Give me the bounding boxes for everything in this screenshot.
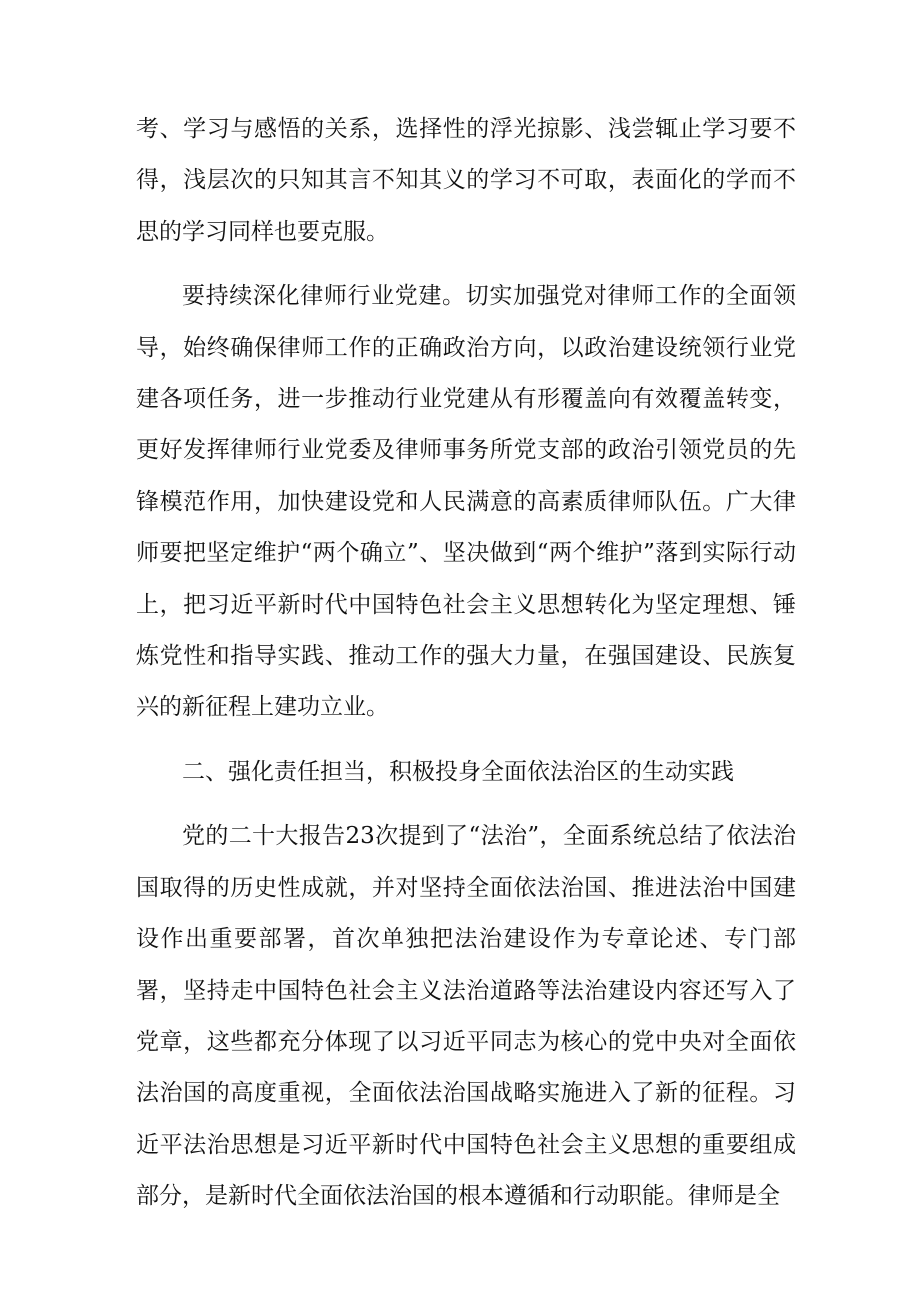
section-heading: 二、强化责任担当，积极投身全面依法治区的生动实践: [182, 758, 734, 785]
continued-paragraph: 考、学习与感悟的关系，选择性的浮光掠影、浅尝辄止学习要不得，浅层次的只知其言不知其义的学习不可取，表面化的学而不思的学习同样也要克服。: [136, 116, 796, 245]
document-body: [136, 104, 796, 1236]
rule-of-law-paragraph: 党的二十大报告23次提到了“法治”，全面系统总结了依法治国取得的历史性成就，并对坚持全面依法治国、推进法治中国建设作出重要部署，首次单独把法治建设作为专章论述、专门部署，坚持走中国特色社会主义法治道路等法治建设内容还写入了党章，这些都充分体现了以习近平同志为核心的党中央对全面依法治国的高度重视，全面依法治国战略实施进入了新的征程。习近平法治思想是习近平新时代中国特色社会主义思想的重要组成部分，是新时代全面依法治国的根本遵循和行动职能。律师是全: [136, 823, 796, 1210]
party-building-paragraph: 要持续深化律师行业党建。切实加强党对律师工作的全面领导，始终确保律师工作的正确政治方向，以政治建设统领行业党建各项任务，进一步推动行业党建从有形覆盖向有效覆盖转变，更好发挥律师行业党委及律师事务所党支部的政治引领党员的先锋模范作用，加快建设党和人民满意的高素质律师队伍。广大律师要把坚定维护“两个确立”、坚决做到“两个维护”落到实际行动上，把习近平新时代中国特色社会主义思想转化为坚定理想、锤炼党性和指导实践、推动工作的强大力量，在强国建设、民族复兴的新征程上建功立业。: [136, 283, 796, 721]
